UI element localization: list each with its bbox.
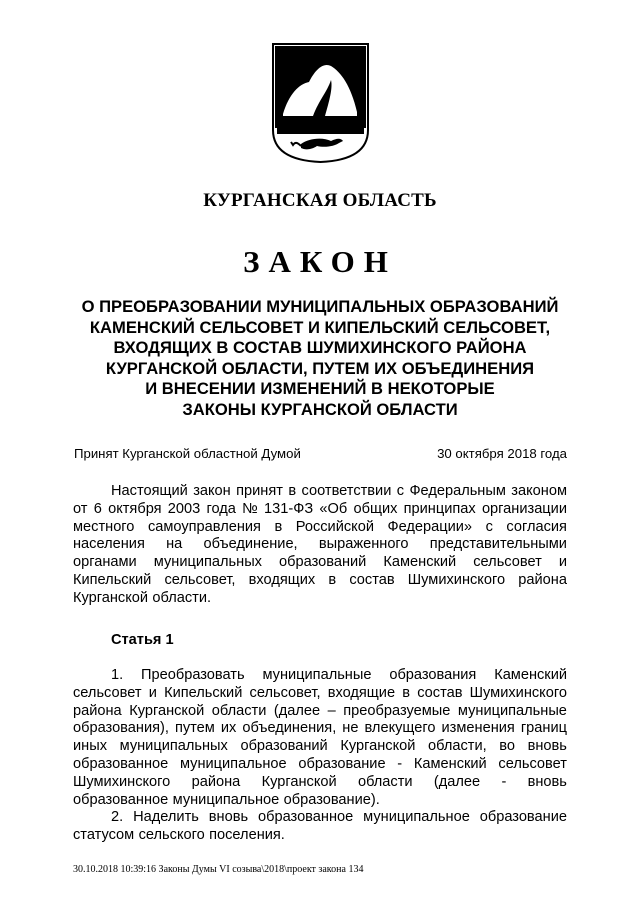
region-name: КУРГАНСКАЯ ОБЛАСТЬ: [203, 190, 437, 211]
article-line: района Курганской области (далее – преобразуемые муниципальные: [73, 702, 567, 719]
article-line: статусом сельского поселения.: [73, 827, 285, 844]
law-title-line: ВХОДЯЩИХ В СОСТАВ ШУМИХИНСКОГО РАЙОНА: [113, 338, 527, 358]
preamble-line: от 6 октября 2003 года № 131-ФЗ «Об общих принципах организации: [73, 500, 567, 517]
preamble-line: Кипельский сельсовет, входящих в состав Шумихинского района: [73, 571, 567, 588]
preamble-line: Настоящий закон принят в соответствии с Федеральным законом: [111, 483, 567, 499]
law-title-line: КАМЕНСКИЙ СЕЛЬСОВЕТ И КИПЕЛЬСКИЙ СЕЛЬСОВЕТ,: [89, 317, 551, 337]
law-title-line: И ВНЕСЕНИИ ИЗМЕНЕНИЙ В НЕКОТОРЫЕ: [145, 379, 495, 399]
preamble-line: органами муниципальных образований Каменский сельсовет и: [73, 554, 567, 571]
preamble: [73, 483, 567, 608]
article-line: образования), путем их объединения, не влекущего изменения границ: [73, 720, 567, 737]
article-line: сельсовет и Кипельский сельсовет, входящие в состав Шумихинского: [73, 684, 567, 701]
article-line: 1. Преобразовать муниципальные образования Каменский: [111, 667, 567, 683]
law-title-line: ЗАКОНЫ КУРГАНСКОЙ ОБЛАСТИ: [182, 399, 458, 419]
article-line: 2. Наделить вновь образованное муниципальное образование: [111, 809, 567, 826]
law-title-line: КУРГАНСКОЙ ОБЛАСТИ, ПУТЕМ ИХ ОБЪЕДИНЕНИЯ: [105, 358, 535, 378]
adoption-date: 30 октября 2018 года: [437, 446, 567, 461]
law-title-line: О ПРЕОБРАЗОВАНИИ МУНИЦИПАЛЬНЫХ ОБРАЗОВАНИЙ: [81, 297, 559, 316]
law-title: [40, 297, 600, 421]
document-type: ЗАКОН: [243, 244, 397, 279]
preamble-line: местного самоуправления в Российской Федерации» с согласия: [73, 518, 567, 535]
footer-file-stamp: 30.10.2018 10:39:16 Законы Думы VI созыва\2018\проект закона 134: [73, 864, 364, 875]
coat-of-arms-emblem: [271, 42, 370, 164]
article-line: образованное муниципальное образование - Каменский сельсовет: [73, 755, 567, 772]
article-line: образованное муниципальное образование).: [73, 791, 380, 808]
article-1-body: [73, 667, 567, 845]
preamble-line: Курганской области.: [73, 589, 212, 606]
adopted-by: Принят Курганской областной Думой: [74, 446, 301, 461]
article-line: иных муниципальных образований Курганской области, во вновь: [73, 738, 567, 755]
article-heading: Статья 1: [111, 632, 174, 648]
preamble-line: населения на объединение, выраженного представительными: [73, 536, 567, 553]
article-line: Шумихинского района Курганской области (далее - вновь: [73, 773, 567, 790]
